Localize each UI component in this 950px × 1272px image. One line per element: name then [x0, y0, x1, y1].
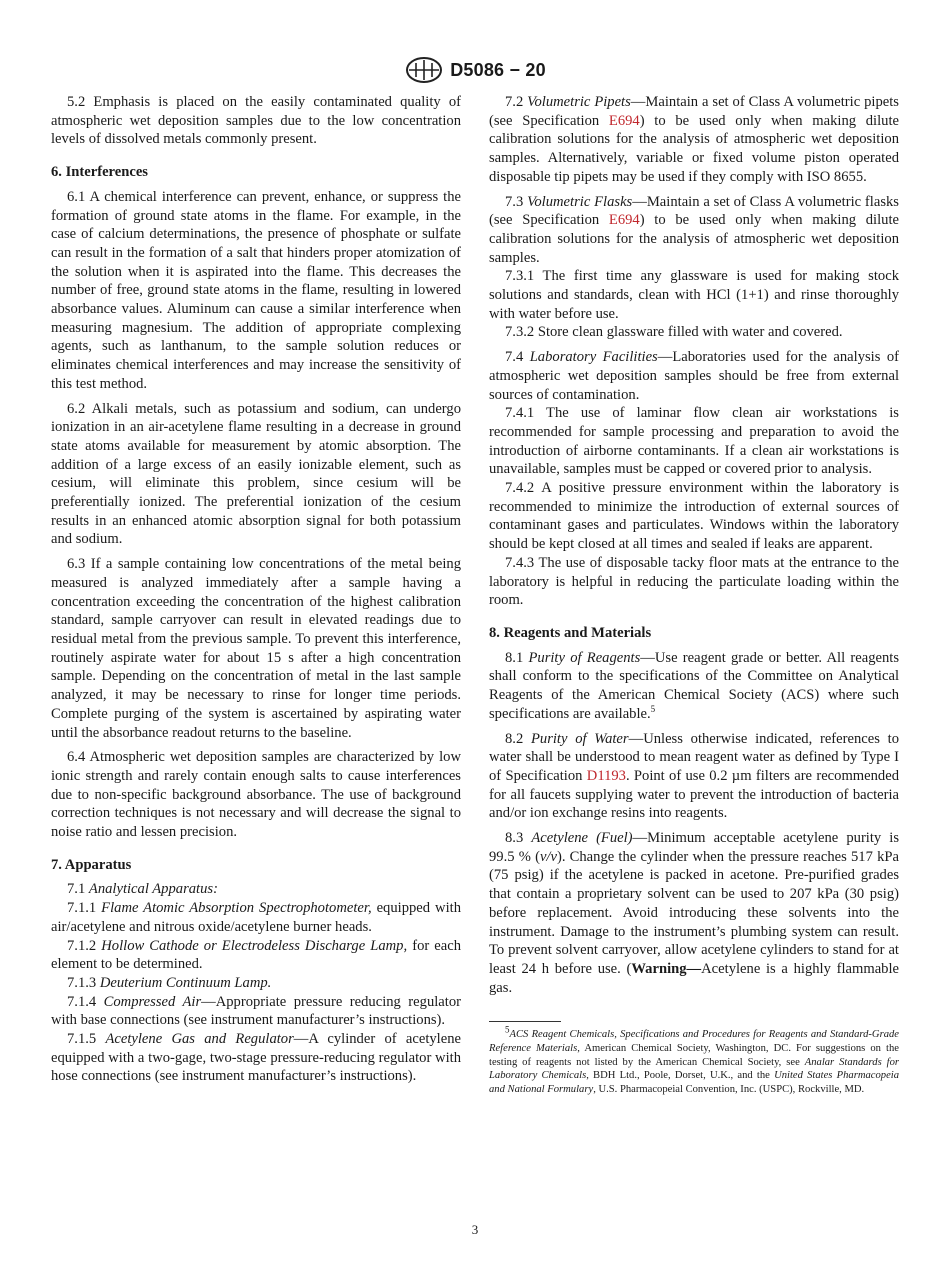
left-column	[51, 93, 461, 1086]
section-heading-reagents: 8. Reagents and Materials	[489, 624, 652, 641]
para-7-3: 7.3 Volumetric Flasks—Maintain a set of Class A volumetric flasks (see Specification E694) to be used only when making dilute calibration solutions for the analysis of atmospheric wet deposition samples.	[489, 193, 899, 266]
para-7-1-2: 7.1.2 Hollow Cathode or Electrodeless Discharge Lamp, for each element to be determined.	[51, 937, 461, 973]
para-7-1-4: 7.1.4 Compressed Air—Appropriate pressure reducing regulator with base connections (see instrument manufacturer’s instructions).	[51, 993, 461, 1029]
para-5-2: 5.2 Emphasis is placed on the easily contaminated quality of atmospheric wet deposition samples due to the low concentration levels of dissolved metals commonly present.	[51, 94, 461, 148]
footnote-divider	[489, 1021, 561, 1022]
para-8-2: 8.2 Purity of Water—Unless otherwise indicated, references to water shall be understood to mean reagent water as defined by Type I of Specification D1193. Point of use 0.2 µm filters are recommended for all faucets supplying water to prevent the introduction of bacteria and/or ion exchange resins into reagents.	[489, 730, 899, 822]
para-6-4: 6.4 Atmospheric wet deposition samples are characterized by low ionic strength and rarely contain enough salts to cause interferences due to non-specific background absorbance. The use of background correction techniques is not necessary and will decrease the signal to noise ratio and lessen precision.	[51, 749, 461, 841]
para-7-1-5: 7.1.5 Acetylene Gas and Regulator—A cylinder of acetylene equipped with a two-gage, two-stage pressure-reducing regulator with hose connections (see instrument manufacturer’s instructions).	[51, 1031, 461, 1085]
para-6-3: 6.3 If a sample containing low concentrations of the metal being measured is analyzed immediately after a sample having a concentration exceeding the concentration of the highest calibration standard, sample carryover can result in elevated readings due to residual metal from the previous sample. To prevent this interference, routinely aspirate water for about 15 s after a high concentration sample. Depending on the concentration of metal in the last sample analyzed, it may be necessary to rinse for longer time periods. Complete purging of the system is ascertained by aspirating water until the absorbance readout returns to the baseline.	[51, 556, 461, 741]
page-number: 3	[471, 1222, 479, 1237]
document-designation: D5086 − 20	[450, 59, 546, 80]
para-7-3-2: 7.3.2 Store clean glassware filled with water and covered.	[505, 324, 843, 341]
right-column	[489, 93, 899, 1096]
para-7-2: 7.2 Volumetric Pipets—Maintain a set of Class A volumetric pipets (see Specification E694) to be used only when making dilute calibration solutions for the analysis of atmospheric wet deposition samples. Alternatively, variable or fixed volume piston operated disposable tip pipets may be used if they comply with ISO 8655.	[489, 94, 899, 185]
footnote-ref[interactable]: 5	[650, 703, 656, 714]
astm-logo-icon	[404, 57, 444, 83]
para-7-4-3: 7.4.3 The use of disposable tacky floor mats at the entrance to the laboratory is helpful in reducing the particulate loading within the room.	[489, 554, 899, 609]
spec-link-d1193[interactable]: D1193	[586, 767, 626, 784]
section-heading-interferences: 6. Interferences	[51, 164, 148, 181]
para-6-2: 6.2 Alkali metals, such as potassium and sodium, can undergo ionization in an air-acetylene flame resulting in a decrease in ground state atoms available for measurement by atomic absorption. The addition of a large excess of an easily ionizable element, such as cesium, will eliminate this problem, since cesium will be preferentially ionized. The preferential ionization of the cesium results in an enhanced atomic absorption signal for both potassium and sodium.	[51, 400, 461, 548]
para-7-4-2: 7.4.2 A positive pressure environment within the laboratory is recommended to minimize the introduction of external sources of contaminant gases and particulates. Windows within the laboratory should be kept closed at all times and sealed if leaks are apparent.	[489, 480, 899, 553]
section-heading-apparatus: 7. Apparatus	[51, 856, 132, 873]
para-7-3-1: 7.3.1 The first time any glassware is used for making stock solutions and standards, clean with HCl (1+1) and rinse thoroughly with water before use.	[489, 268, 899, 322]
para-7-1-1: 7.1.1 Flame Atomic Absorption Spectrophotometer, equipped with air/acetylene and nitrous oxide/acetylene burner heads.	[51, 900, 461, 935]
para-8-1: 8.1 Purity of Reagents—Use reagent grade or better. All reagents shall conform to the specifications of the Committee on Analytical Reagents of the American Chemical Society (ACS) where such specifications are available.$^5$	[489, 649, 899, 722]
page-header	[0, 55, 950, 85]
para-7-4: 7.4 Laboratory Facilities—Laboratories used for the analysis of atmospheric wet deposition samples should be free from external sources of contamination.	[489, 349, 899, 403]
para-7-1: 7.1 Analytical Apparatus:	[67, 881, 218, 898]
para-7-4-1: 7.4.1 The use of laminar flow clean air workstations is recommended for sample processing and preparation to avoid the introduction of airborne contaminants. If a clean air workstations is unavailable, samples must be capped or covered prior to analysis.	[489, 405, 899, 478]
para-8-3: 8.3 Acetylene (Fuel)—Minimum acceptable acetylene purity is 99.5 % (v/v). Change the cylinder when the pressure reaches 517 kPa (75 psig) if the acetylene is packed in acetone. Pre-purified grades that contain a proprietary solvent can be used to 207 kPa (30 psig) before replacement. Avoid introducing these solvents into the instrument. Damage to the instrument’s plumbing system can result. To prevent solvent carryover, allow acetylene cylinders to stand for at least 24 h before use. (Warning—Acetylene is a highly flammable gas.	[489, 830, 900, 996]
para-7-1-3: 7.1.3 Deuterium Continuum Lamp.	[67, 974, 272, 991]
spec-link-e694[interactable]: E694	[608, 212, 640, 229]
para-6-1: 6.1 A chemical interference can prevent, enhance, or suppress the formation of ground state atoms in the flame. For example, in the case of calcium determinations, the presence of phosphate or sulfate can result in the formation of a salt that hinders proper atomization of the solution when it is aspirated into the flame. This decreases the number of free, ground state atoms in the flame, resulting in lowered absorbance values. Aluminum can cause a similar interference when measuring magnesium. The addition of appropriate complexing agents, such as lanthanum, to the sample solution reduces or eliminates chemical interferences and may increase the sensitivity of this test method.	[51, 188, 461, 392]
spec-link-e694[interactable]: E694	[608, 112, 640, 129]
footnote-5: $^5$ACS Reagent Chemicals, Specifications and Procedures for Reagents and Standard-Grade Reference Materials, American Chemical Society, Washington, DC. For suggestions on the testing of reagents not listed by the American Chemical Society, see Analar Standards for Laboratory Chemicals, BDH Ltd., Poole, Dorset, U.K., and the United States Pharmacopeia and National Formulary, U.S. Pharmacopeial Convention, Inc. (USPC), Rockville, MD.	[489, 1024, 900, 1095]
